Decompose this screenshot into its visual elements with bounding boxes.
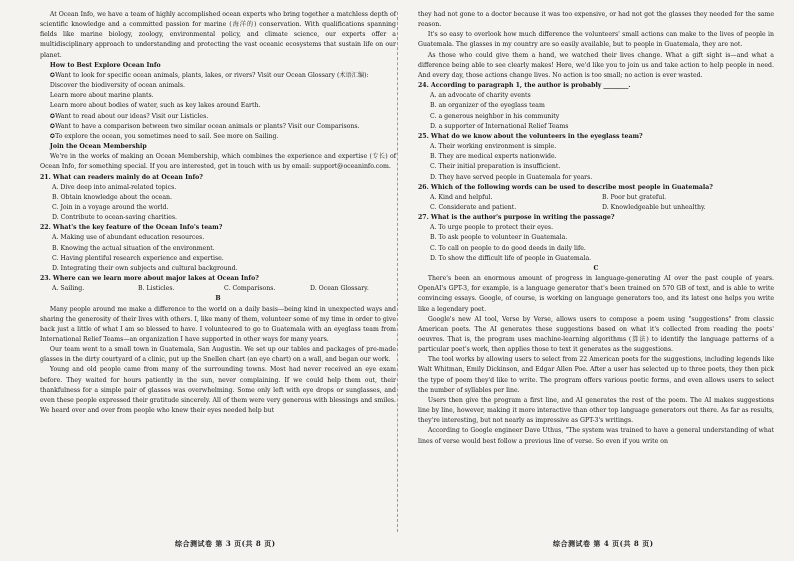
option: D. a supporter of International Relief Teams <box>430 122 569 130</box>
option: C. Join in a voyage around the world. <box>52 203 169 211</box>
option: B. an organizer of the eyeglass team <box>430 102 545 110</box>
option: B. They are medical experts nationwide. <box>430 153 557 161</box>
option: B. Obtain knowledge about the ocean. <box>52 193 172 201</box>
how-heading: How to Best Explore Ocean Info <box>49 61 161 69</box>
question-26: 26. Which of the following words can be used to describe most people in Guatemala? <box>418 183 713 191</box>
option: D. Contribute to ocean-saving charities. <box>52 214 177 222</box>
option: C. a generous neighbor in his community <box>430 112 560 120</box>
option: A. an advocate of charity events <box>430 92 531 100</box>
option: B. Knowing the actual situation of the environment. <box>52 244 215 252</box>
question-26-options-row <box>418 193 774 203</box>
option: C. Their initial preparation is insufficient. <box>430 163 561 171</box>
option: D. Integrating their own subjects and cultural background. <box>52 264 238 272</box>
question-26-options-row <box>418 203 774 213</box>
option: C. Considerate and patient. <box>430 203 517 211</box>
passage-c-paragraph: The tool works by allowing users to select from 22 American poets for the suggestions, including legends like Walt Whitman, Emily Dickinson, and Edgar Allen Poe. After a user has selected up to three poets, they then pick the type of poem they'd like to write. The program offers various poetic forms, and even allows users to select the number of syllables per line. <box>418 356 774 394</box>
page-footer-left: 综合测试卷 第 3 页(共 8 页) <box>175 539 276 548</box>
passage-b-paragraph: As those who could give them a hand, we watched their lives change. What a gift sight is—and what a difference being able to see clearly makes! Here, we'd like you to join us and take action to help people in need. And every day, those actions change lives. No action is too small; no action is ever wasted. <box>418 51 774 79</box>
option: A. Their working environment is simple. <box>430 143 557 151</box>
option: B. Poor but grateful. <box>602 193 667 201</box>
option: D. Knowledgeable but unhealthy. <box>602 203 706 211</box>
option: C. Having plentiful research experience and expertise. <box>52 254 224 262</box>
intro-paragraph: At Ocean Info, we have a team of highly accomplished ocean experts who bring together a matchless depth of scientific knowledge and a committed passion for marine (海洋的) conservation. With qualifications spanning fields like marine biology, zoology, environmental policy, and climate science, our experts offer a multidisciplinary approach to understanding and protecting the vast oceanic ecosystems that sustain life on our planet. <box>40 11 396 59</box>
option: D. Ocean Glossary. <box>310 285 369 293</box>
listicles-tip: ✪Want to read about our ideas? Visit our Listicles. <box>49 112 209 120</box>
option: A. Dive deep into animal-related topics. <box>52 183 177 191</box>
section-b-heading: B <box>215 295 221 303</box>
join-paragraph: We're in the works of making an Ocean Membership, which combines the experience and expertise (专长) of Ocean Info, for something special. If you are interested, get in touch with us by email: support@oceaninfo.com. <box>40 153 396 171</box>
passage-c-paragraph: Google's new AI tool, Verse by Verse, allows users to compose a poem using "suggestions" from classic American poets. The AI generates these suggestions based on what it's collected from reading the poets' oeuvres. That is, the program uses machine-learning algorithms (算法) to identify the language patterns of a particular poet's work, then applies those to text it generates as the suggestions. <box>418 315 774 354</box>
comparisons-tip: ✪Want to have a comparison between two similar ocean animals or plants? Visit our Comparisons. <box>49 122 360 130</box>
option: B. To ask people to volunteer in Guatemala. <box>430 234 568 242</box>
sailing-tip: ✪To explore the ocean, you sometimes need to sail. See more on Sailing. <box>49 132 279 140</box>
option: C. Comparisons. <box>224 285 276 293</box>
question-27: 27. What is the author's purpose in writing the passage? <box>418 214 615 222</box>
option: A. Sailing. <box>52 285 85 293</box>
column-divider <box>397 12 398 532</box>
passage-c-paragraph: There's been an enormous amount of progress in language-generating AI over the past couple of years. OpenAI's GPT-3, for example, is a language generator that's been trained on 570 GB of text, and is able to write convincing essays. Google, of course, is working on language generators too, and its latest one helps you write like a legendary poet. <box>418 275 774 313</box>
join-heading: Join the Ocean Membership <box>49 143 147 151</box>
question-23-options <box>40 284 396 294</box>
option: D. To show the difficult life of people in Guatemala. <box>430 254 592 262</box>
glossary-item: Discover the biodiversity of ocean animals. <box>49 82 186 90</box>
glossary-item: Learn more about bodies of water, such as key lakes around Earth. <box>49 102 261 110</box>
option: A. Kind and helpful. <box>430 193 493 201</box>
passage-c-paragraph: According to Google engineer Dave Uthus, "The system was trained to have a general understanding of what lines of verse would best follow a previous line of verse. So even if you write on <box>418 427 774 445</box>
question-21: 21. What can readers mainly do at Ocean Info? <box>40 173 203 181</box>
passage-b-paragraph: Young and old people came from many of the surrounding towns. Most had never received an eye exam before. They waited for hours patiently in the sun, never complaining. If we could help them out, their thankfulness for a simple pair of glasses was overwhelming. Some only left with eye drops or sunglasses, and even these people expressed their gratitude sincerely. All of them were very generous with blessings and smiles. We heard over and over from people who knew their eyes needed help but <box>40 366 396 415</box>
question-22: 22. What's the key feature of the Ocean Info's team? <box>40 224 223 232</box>
right-column <box>418 10 774 447</box>
glossary-item: Learn more about marine plants. <box>49 92 154 100</box>
left-column <box>40 10 396 416</box>
option: A. Making use of abundant education resources. <box>52 234 205 242</box>
question-23: 23. Where can we learn more about major lakes at Ocean Info? <box>40 275 259 283</box>
question-25: 25. What do we know about the volunteers in the eyeglass team? <box>418 132 643 140</box>
passage-b-paragraph: It's so easy to overlook how much difference the volunteers' small actions can make to the lives of people in Guatemala. The glasses in my country are so easily available, but to people in Guatemala, they are not. <box>418 31 774 49</box>
passage-c-paragraph: Users then give the program a first line, and AI generates the rest of the poem. The AI makes suggestions line by line, however, making it more interactive than other top language generators out there. As far as results, they're interesting, but not nearly as impressive as GPT-3's writings. <box>418 396 774 425</box>
passage-b-paragraph: Many people around me make a difference to the world on a daily basis—being kind in unexpected ways and sharing the generosity of their lives with others. I, like many of them, volunteer some of my time in order to give back just a little of what I am so blessed to have. I volunteered to go to Guatemala with an eyeglass team from International Relief Teams—an organization I have supported in other ways for many years. <box>40 305 396 343</box>
question-24: 24. According to paragraph 1, the author is probably ________. <box>418 82 631 90</box>
option: A. To urge people to protect their eyes. <box>430 224 554 232</box>
passage-b-paragraph: Our team went to a small town in Guatemala, San Augustin. We set up our tables and packages of pre-made glasses in the dirty courtyard of a clinic, put up the Snellen chart (an eye chart) on a wall, and began our work. <box>40 346 396 364</box>
page-footer-right: 综合测试卷 第 4 页(共 8 页) <box>553 539 654 548</box>
option: B. Listicles. <box>138 285 175 293</box>
option: C. To call on people to do good deeds in daily life. <box>430 244 586 252</box>
section-c-heading: C <box>593 264 599 272</box>
passage-b-continuation: they had not gone to a doctor because it was too expensive, or had not got the glasses they needed for the same reason. <box>418 11 774 29</box>
glossary-tip: ✪Want to look for specific ocean animals, plants, lakes, or rivers? Visit our Ocean Glossary (术语汇编): <box>49 71 369 79</box>
option: D. They have served people in Guatemala for years. <box>430 173 593 181</box>
